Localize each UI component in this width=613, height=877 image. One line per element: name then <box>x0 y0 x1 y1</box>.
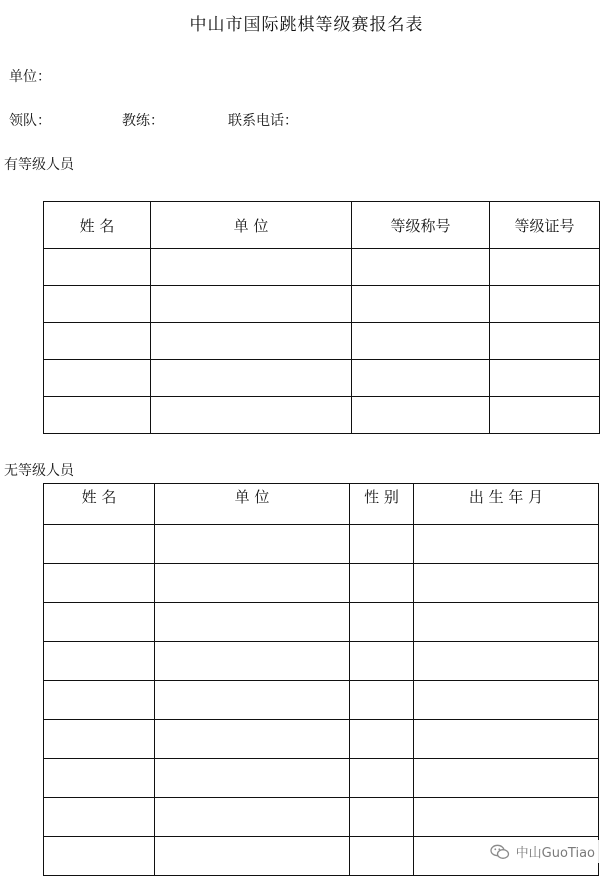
table-cell[interactable] <box>155 603 350 642</box>
table-cell[interactable] <box>155 642 350 681</box>
table-cell[interactable] <box>155 798 350 837</box>
wechat-icon <box>490 844 510 860</box>
table-cell[interactable] <box>414 603 599 642</box>
table-cell[interactable] <box>490 286 600 323</box>
table-row <box>44 360 600 397</box>
table-cell[interactable] <box>44 286 151 323</box>
table-cell[interactable] <box>155 525 350 564</box>
table-cell[interactable] <box>352 249 490 286</box>
section-heading-ungraded: 无等级人员 <box>4 463 74 479</box>
table-cell[interactable] <box>151 286 352 323</box>
header-gender: 性 别 <box>350 484 414 525</box>
table-cell[interactable] <box>44 642 155 681</box>
table-cell[interactable] <box>490 397 600 434</box>
table-cell[interactable] <box>414 564 599 603</box>
table-cell[interactable] <box>350 525 414 564</box>
table-row <box>44 759 599 798</box>
graded-players-table <box>43 201 600 434</box>
table-cell[interactable] <box>44 837 155 876</box>
table-cell[interactable] <box>350 642 414 681</box>
table-row <box>44 564 599 603</box>
coach-label: 教练： <box>122 113 164 129</box>
table-cell[interactable] <box>151 360 352 397</box>
leader-label: 领队： <box>9 113 51 129</box>
phone-label: 联系电话： <box>228 113 298 129</box>
table-cell[interactable] <box>414 681 599 720</box>
table-row <box>44 525 599 564</box>
table-cell[interactable] <box>44 323 151 360</box>
table-cell[interactable] <box>44 360 151 397</box>
table-row <box>44 603 599 642</box>
table-cell[interactable] <box>414 759 599 798</box>
table-row <box>44 286 600 323</box>
table-cell[interactable] <box>350 798 414 837</box>
table-cell[interactable] <box>44 249 151 286</box>
table-header-row <box>44 484 599 525</box>
table-cell[interactable] <box>44 798 155 837</box>
table-cell[interactable] <box>151 249 352 286</box>
table-cell[interactable] <box>350 603 414 642</box>
table-cell[interactable] <box>44 564 155 603</box>
table-cell[interactable] <box>414 798 599 837</box>
table-row <box>44 720 599 759</box>
header-birth-month: 出 生 年 月 <box>414 484 599 525</box>
table-cell[interactable] <box>155 564 350 603</box>
table-cell[interactable] <box>352 286 490 323</box>
table-row <box>44 323 600 360</box>
table-cell[interactable] <box>44 397 151 434</box>
table-cell[interactable] <box>44 759 155 798</box>
table-cell[interactable] <box>414 642 599 681</box>
unit-label: 单位： <box>9 69 51 85</box>
table-cell[interactable] <box>155 720 350 759</box>
table-row <box>44 642 599 681</box>
page-title: 中山市国际跳棋等级赛报名表 <box>189 15 424 35</box>
table-row <box>44 397 600 434</box>
table-cell[interactable] <box>350 564 414 603</box>
table-cell[interactable] <box>352 323 490 360</box>
header-name: 姓 名 <box>44 484 155 525</box>
table-cell[interactable] <box>155 681 350 720</box>
table-cell[interactable] <box>44 720 155 759</box>
table-cell[interactable] <box>414 720 599 759</box>
table-cell[interactable] <box>151 397 352 434</box>
ungraded-players-table <box>43 483 599 876</box>
table-cell[interactable] <box>350 720 414 759</box>
table-cell[interactable] <box>350 681 414 720</box>
table-row <box>44 681 599 720</box>
table-cell[interactable] <box>44 681 155 720</box>
header-grade-title: 等级称号 <box>352 202 490 249</box>
header-grade-cert: 等级证号 <box>490 202 600 249</box>
section-heading-graded: 有等级人员 <box>4 157 74 173</box>
table-cell[interactable] <box>490 323 600 360</box>
table-cell[interactable] <box>490 360 600 397</box>
table-row <box>44 249 600 286</box>
table-cell[interactable] <box>352 397 490 434</box>
table-cell[interactable] <box>151 323 352 360</box>
header-unit: 单 位 <box>155 484 350 525</box>
table-row <box>44 798 599 837</box>
watermark-text: 中山GuoTiao <box>515 846 595 861</box>
table-cell[interactable] <box>44 603 155 642</box>
table-cell[interactable] <box>350 759 414 798</box>
header-unit: 单 位 <box>151 202 352 249</box>
table-cell[interactable] <box>155 759 350 798</box>
table-cell[interactable] <box>44 525 155 564</box>
header-name: 姓 名 <box>44 202 151 249</box>
table-cell[interactable] <box>350 837 414 876</box>
table-cell[interactable] <box>155 837 350 876</box>
table-cell[interactable] <box>490 249 600 286</box>
table-cell[interactable] <box>414 525 599 564</box>
table-header-row <box>44 202 600 249</box>
watermark <box>486 840 599 863</box>
table-cell[interactable] <box>352 360 490 397</box>
